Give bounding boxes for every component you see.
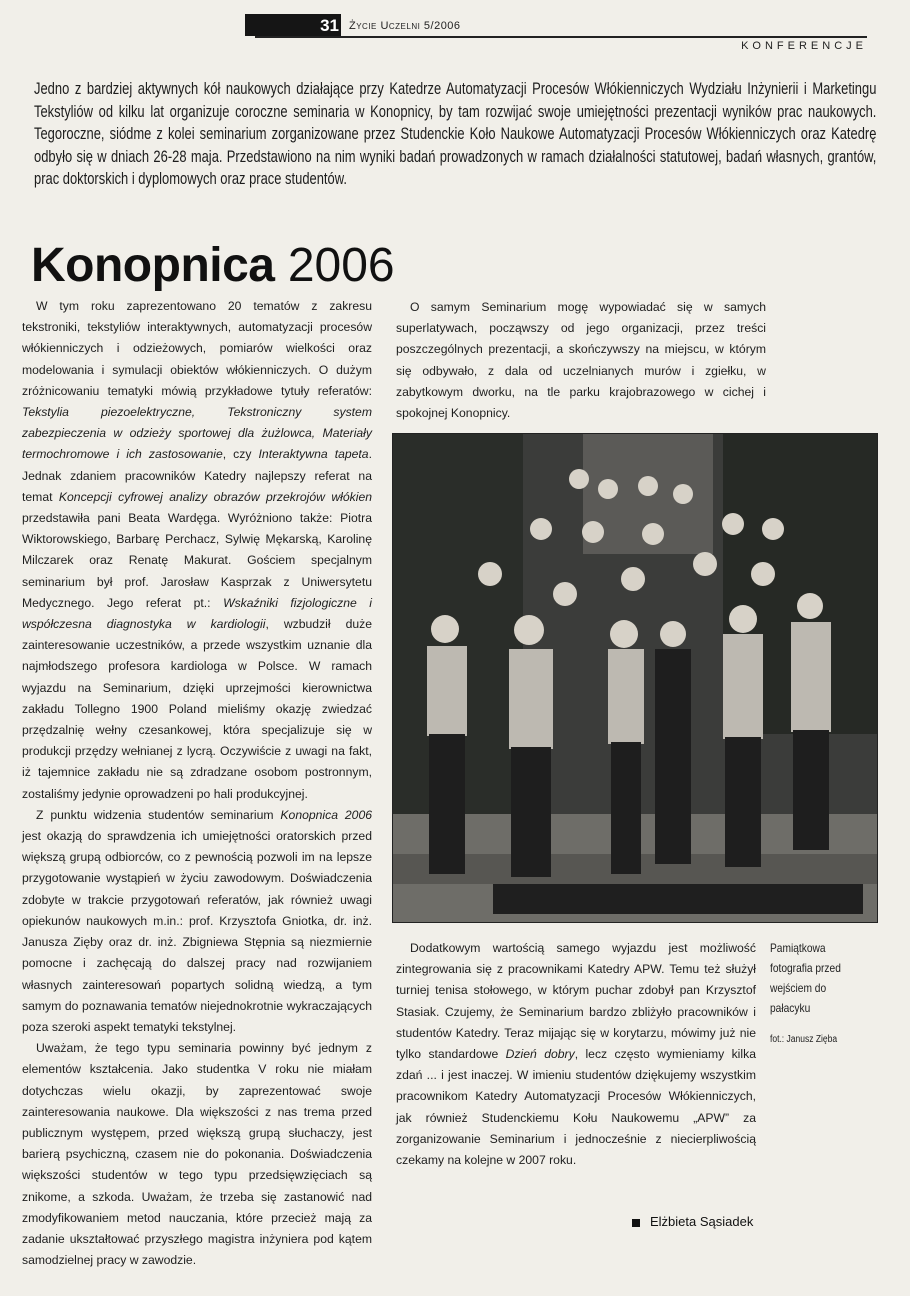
right-paragraph-2: Dodatkowym wartością samego wyjazdu jest możliwość zintegrowania się z pracownikami Katedry APW. Temu też służył turniej tenisa stołowego, w którym puchar zdobył pan Krzysztof Stasiak. Czujemy, że Seminarium bardzo zbliżyło pracowników i studentów Katedry. Teraz mijając się w korytarzu, mówimy już nie tylko standardowe Dzień dobry, lecz często wymieniamy kilka zdań ... i jest inaczej. W imieniu studentów dziękujemy wszystkim pracownikom Katedry Automatyzacji Procesów Włókienniczych, jak również Studenckiemu Kołu Naukowemu „APW” za zorganizowanie Seminarium i jednocześnie z niecierpliwością czekamy na kolejne w 2007 roku.: [396, 941, 756, 1168]
left-paragraph-1: W tym roku zaprezentowano 20 tematów z zakresu tekstroniki, tekstyliów interaktywnych, automatyzacji procesów włókienniczych i odzieżowych, pomiarów wielkości oraz modelowania i symulacji obiektów włókienniczych. O dużym zróżnicowaniu tematyki mówią przykładowe tytuły referatów: Tekstylia piezoelektryczne, Tekstroniczny system zabezpieczenia w odzieży sportowej dla żużlowca, Materiały termochromowe i ich zastosowanie, czy Interaktywna tapeta. Jednak zdaniem pracowników Katedry najlepszy referat na temat Koncepcji cyfrowej analizy obrazów przekrojów włókien przedstawiła pani Beata Wardęga. Wyróżniono także: Piotra Wiktorowskiego, Barbarę Perchacz, Sylwię Mękarską, Karolinę Milczarek oraz Renatę Makurat. Gościem specjalnym seminarium był prof. Jarosław Kasprzak z Uniwersytetu Medycznego. Jego referat pt.: Wskaźniki fizjologiczne i współczesna diagnostyka w kardiologii, wzbudził duże zainteresowanie uczestników, a przede wszystkim uznanie dla najmłodszego profesora kardiologa w Polsce. W ramach wyjazdu na Seminarium, dzięki uprzejmości kierownictwa zakładu Tollegno 1900 Poland mieliśmy okazję zwiedzać przędzalnię wełny czesankowej, która specjalizuje się w produkcji przędzy wełnianej z lycrą. Oczywiście z uwagi na fakt, iż tajemnice zakładu nie są zdradzane osobom postronnym, zostaliśmy jedynie oprowadzeni po hali produkcyjnej.: [22, 299, 373, 801]
right-paragraph-1: O samym Seminarium mogę wypowiadać się w samych superlatywach, począwszy od jego organizacji, przez treści poszczególnych prezentacji, a skończywszy na miejscu, w którym się odbywało, z dala od uczelnianych murów i zgiełku, w zabytkowym dworku, na tle parku krajobrazowego w cichej i spokojnej Konopnicy.: [396, 300, 766, 421]
group-photo: [392, 433, 878, 923]
page-number: 31: [245, 14, 341, 36]
author-name: Elżbieta Sąsiadek: [650, 1214, 754, 1229]
title-year: 2006: [287, 239, 395, 292]
photo-caption: [770, 938, 864, 1050]
right-column-top: [396, 297, 766, 424]
square-bullet-icon: [632, 1219, 640, 1227]
caption-text: Pamiątkowa fotografia przed wejściem do pałacyku: [770, 941, 841, 1015]
left-paragraph-2: Z punktu widzenia studentów seminarium Konopnica 2006 jest okazją do sprawdzenia ich umiejętności oratorskich przed większą grupą odbiorców, co z pewnością pozwoli im na lepsze przygotowanie wystąpień w życiu zawodowym. Doświadczenia zdobyte w trakcie przygotowań referatów, jak również uwagi opiekunów naukowych m.in.: prof. Krzysztofa Gniotka, dr. inż. Janusza Zięby oraz dr. inż. Zbigniewa Stępnia są niezmiernie pomocne i zachęcają do dalszej pracy nad rozwijaniem własnych zainteresowań popartych solidną wiedzą, a tym samym do poznawania tematów niejednokrotnie wykraczających poza szeroki aspekt tematyki tekstylnej.: [22, 807, 372, 1034]
intro-paragraph: Jedno z bardziej aktywnych kół naukowych działające przy Katedrze Automatyzacji Procesów Włókienniczych Wydziału Inżynierii i Marketingu Tekstyliów od kilku lat organizuje coroczne seminaria w Konopnicy, by tam rozwijać swoje umiejętności prezentacji wyników prac naukowych. Tegoroczne, siódme z kolei seminarium zorganizowane przez Studenckie Koło Naukowe Automatyzacji Procesów Włókienniczych oraz Katedrę odbyło się w dniach 26-28 maja. Przedstawiono na nim wyniki badań prowadzonych w ramach działalności statutowej, badań własnych, grantów, prac doktorskich i dyplomowych oraz prace studentów.: [34, 79, 877, 189]
author-signature: [632, 1214, 753, 1229]
article-title: [31, 238, 395, 294]
page-header: [245, 14, 865, 38]
right-column-bottom: [396, 938, 756, 1171]
title-main: Konopnica: [31, 239, 275, 292]
section-label: KONFERENCJE: [741, 40, 867, 52]
group-photo-illustration: [393, 434, 877, 922]
photo-credit: fot.: Janusz Zięba: [770, 1034, 838, 1045]
left-paragraph-3: Uważam, że tego typu seminaria powinny być jednym z elementów kształcenia. Jako studentka V roku nie miałam dotychczas wielu okazji, by zaprezentować swoje zainteresowania naukowe. Dla większości z nas trema przed publicznym występem, przed większą grupą słuchaczy, jest barierą psychiczną, czasem nie do pokonania. Doświadczenia większości studentów w tego typu przedsięwzięciach są znikome, a szkoda. Uważam, że trzeba się zastanowić nad zmodyfikowaniem metod nauczania, które przecież mają za zadanie ukształtować przyszłego magistra inżyniera pod kątem samodzielnej pracy w zawodzie.: [22, 1041, 372, 1268]
issue-label: Życie Uczelni 5/2006: [349, 20, 461, 32]
left-column: [22, 296, 372, 1271]
header-rule: [255, 36, 867, 38]
